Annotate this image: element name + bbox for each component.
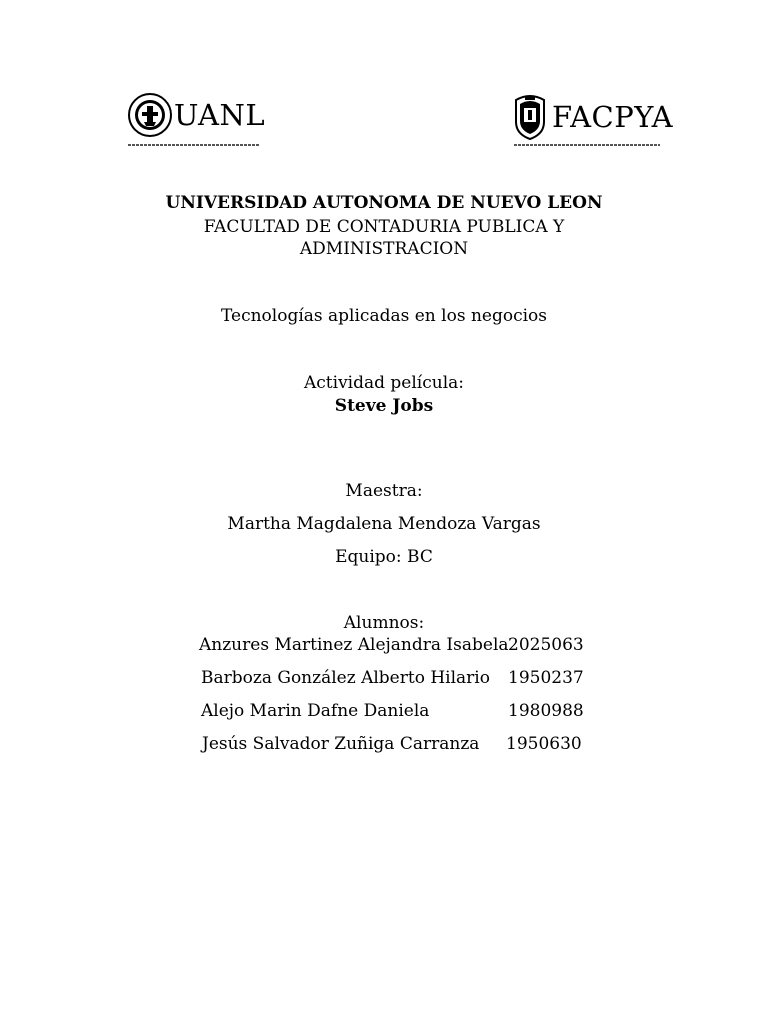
uanl-seal-icon	[128, 92, 172, 138]
student-name: Alejo Marin Dafne Daniela	[201, 701, 430, 721]
activity-title: Steve Jobs	[334, 396, 434, 416]
teacher-name: Martha Magdalena Mendoza Vargas	[227, 514, 541, 534]
team-label: Equipo: BC	[335, 547, 433, 567]
facpya-logo	[512, 92, 673, 140]
students-label: Alumnos:	[343, 613, 425, 633]
student-name: Barboza González Alberto Hilario	[201, 668, 490, 688]
facpya-logo-text: FACPYA	[552, 100, 674, 134]
faculty-name-line2: ADMINISTRACION	[299, 239, 469, 259]
student-id: 1950630	[506, 734, 582, 754]
students-list	[199, 634, 584, 766]
student-name: Jesús Salvador Zuñiga Carranza	[202, 734, 480, 754]
teacher-label: Maestra:	[345, 481, 423, 501]
faculty-name-line1: FACULTAD DE CONTADURIA PUBLICA Y	[203, 217, 565, 237]
student-row	[199, 667, 584, 689]
student-row	[199, 700, 584, 722]
uanl-logo	[128, 92, 265, 138]
student-row	[199, 733, 582, 755]
student-id: 1950237	[508, 668, 584, 688]
facpya-logo-underline	[514, 144, 660, 146]
course-name: Tecnologías aplicadas en los negocios	[221, 306, 547, 326]
facpya-shield-icon	[512, 92, 548, 140]
student-id: 1980988	[508, 701, 584, 721]
student-name: Anzures Martinez Alejandra Isabela	[199, 635, 509, 655]
university-name: UNIVERSIDAD AUTONOMA DE NUEVO LEON	[165, 193, 603, 213]
activity-label: Actividad película:	[304, 373, 464, 393]
student-id: 2025063	[508, 635, 584, 655]
student-row	[199, 634, 584, 656]
uanl-logo-text: UANL	[174, 98, 266, 132]
uanl-logo-underline	[128, 144, 260, 146]
